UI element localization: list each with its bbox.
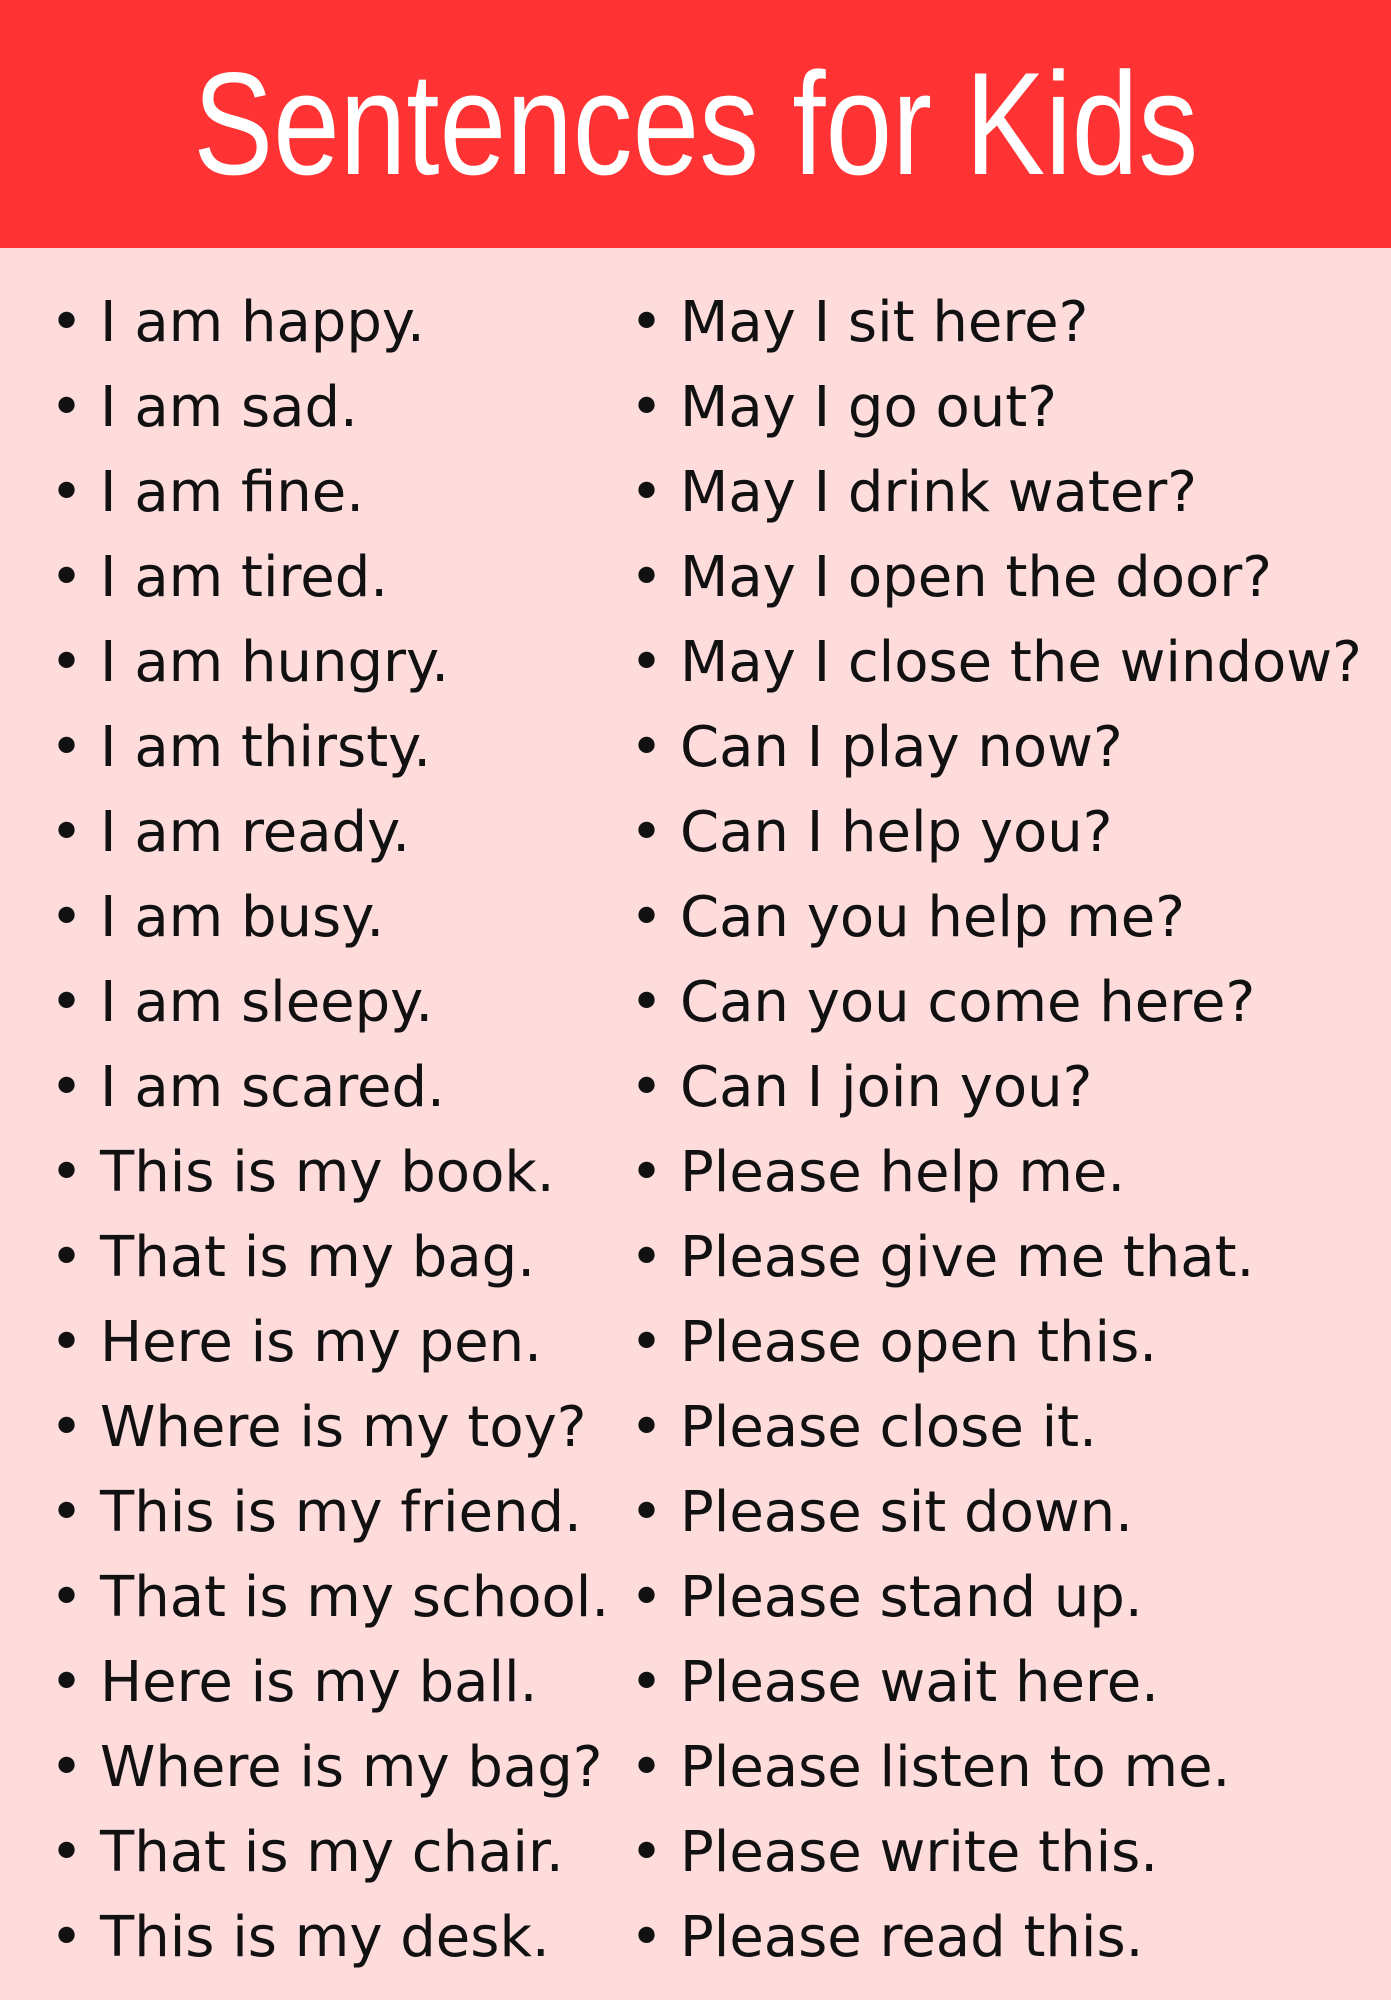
list-item <box>50 620 630 705</box>
bullet-dot-icon: • <box>50 1819 84 1885</box>
sentence-text: May I go out? <box>680 374 1057 440</box>
bullet-dot-icon: • <box>630 1139 664 1205</box>
sentence-text: Please write this. <box>680 1819 1159 1885</box>
bullet-dot-icon: • <box>630 969 664 1035</box>
list-item <box>50 1555 630 1640</box>
bullet-dot-icon: • <box>630 884 664 950</box>
bullet-dot-icon: • <box>50 969 84 1035</box>
right-sentence-list <box>630 280 1390 1980</box>
sentence-text: Where is my bag? <box>100 1734 603 1800</box>
bullet-dot-icon: • <box>630 1734 664 1800</box>
list-item <box>630 1215 1390 1300</box>
header-banner <box>0 0 1391 248</box>
list-item <box>50 790 630 875</box>
sentence-text: I am sleepy. <box>100 969 434 1035</box>
sentence-text: Please open this. <box>680 1309 1158 1375</box>
list-item <box>630 1555 1390 1640</box>
list-item <box>50 1810 630 1895</box>
list-item <box>630 790 1390 875</box>
list-item <box>630 1895 1390 1980</box>
list-item <box>50 1725 630 1810</box>
bullet-dot-icon: • <box>50 1734 84 1800</box>
list-item <box>630 705 1390 790</box>
sentence-text: I am busy. <box>100 884 385 950</box>
list-item <box>630 1300 1390 1385</box>
bullet-dot-icon: • <box>50 374 84 440</box>
sentence-text: That is my bag. <box>100 1224 536 1290</box>
bullet-dot-icon: • <box>50 289 84 355</box>
list-item <box>630 1640 1390 1725</box>
bullet-dot-icon: • <box>50 1904 84 1970</box>
bullet-dot-icon: • <box>630 1564 664 1630</box>
list-item <box>50 365 630 450</box>
sentence-text: Please wait here. <box>680 1649 1159 1715</box>
list-item <box>50 535 630 620</box>
sentence-text: Can I help you? <box>680 799 1113 865</box>
list-item <box>630 1470 1390 1555</box>
sentence-text: Please close it. <box>680 1394 1097 1460</box>
sentence-text: May I close the window? <box>680 629 1362 695</box>
list-item <box>630 1725 1390 1810</box>
sentence-text: Please give me that. <box>680 1224 1255 1290</box>
bullet-dot-icon: • <box>630 1394 664 1460</box>
bullet-dot-icon: • <box>630 374 664 440</box>
sentence-text: Please sit down. <box>680 1479 1133 1545</box>
bullet-dot-icon: • <box>630 629 664 695</box>
sentence-text: This is my friend. <box>100 1479 582 1545</box>
sentence-text: I am scared. <box>100 1054 445 1120</box>
sentence-text: Where is my toy? <box>100 1394 587 1460</box>
list-item <box>630 620 1390 705</box>
list-item <box>50 1640 630 1725</box>
bullet-dot-icon: • <box>630 1309 664 1375</box>
bullet-dot-icon: • <box>50 1564 84 1630</box>
list-item <box>630 875 1390 960</box>
list-item <box>630 1810 1390 1895</box>
sentence-text: I am tired. <box>100 544 389 610</box>
sentence-text: I am fine. <box>100 459 365 525</box>
sentence-text: Here is my ball. <box>100 1649 538 1715</box>
bullet-dot-icon: • <box>630 1819 664 1885</box>
sentence-text: I am ready. <box>100 799 411 865</box>
bullet-dot-icon: • <box>50 1479 84 1545</box>
bullet-dot-icon: • <box>630 1904 664 1970</box>
list-item <box>50 280 630 365</box>
sentence-text: Please read this. <box>680 1904 1144 1970</box>
bullet-dot-icon: • <box>630 1479 664 1545</box>
list-item <box>630 1385 1390 1470</box>
list-item <box>50 1215 630 1300</box>
bullet-dot-icon: • <box>630 459 664 525</box>
sentence-text: Please help me. <box>680 1139 1126 1205</box>
list-item <box>50 1385 630 1470</box>
bullet-dot-icon: • <box>50 1309 84 1375</box>
bullet-dot-icon: • <box>50 884 84 950</box>
sentence-text: Can you help me? <box>680 884 1185 950</box>
bullet-dot-icon: • <box>630 1224 664 1290</box>
bullet-dot-icon: • <box>50 629 84 695</box>
list-item <box>630 960 1390 1045</box>
bullet-dot-icon: • <box>50 1139 84 1205</box>
sentence-text: Please stand up. <box>680 1564 1143 1630</box>
bullet-dot-icon: • <box>50 1394 84 1460</box>
sentence-text: This is my book. <box>100 1139 555 1205</box>
bullet-dot-icon: • <box>50 1649 84 1715</box>
list-item <box>50 1045 630 1130</box>
list-item <box>630 535 1390 620</box>
list-item <box>50 1895 630 1980</box>
bullet-dot-icon: • <box>630 799 664 865</box>
list-item <box>50 705 630 790</box>
bullet-dot-icon: • <box>630 1649 664 1715</box>
bullet-dot-icon: • <box>50 1054 84 1120</box>
list-item <box>50 875 630 960</box>
list-item <box>50 960 630 1045</box>
bullet-dot-icon: • <box>50 544 84 610</box>
bullet-dot-icon: • <box>50 1224 84 1290</box>
bullet-dot-icon: • <box>50 714 84 780</box>
sentence-text: That is my school. <box>100 1564 610 1630</box>
list-item <box>50 1300 630 1385</box>
sentence-text: May I sit here? <box>680 289 1089 355</box>
bullet-dot-icon: • <box>50 459 84 525</box>
sentence-text: This is my desk. <box>100 1904 550 1970</box>
list-item <box>630 450 1390 535</box>
page-title: Sentences for Kids <box>193 42 1198 205</box>
bullet-dot-icon: • <box>630 289 664 355</box>
sentence-text: I am sad. <box>100 374 358 440</box>
sentence-text: Can you come here? <box>680 969 1256 1035</box>
bullet-dot-icon: • <box>50 799 84 865</box>
list-item <box>630 1130 1390 1215</box>
sentence-text: Please listen to me. <box>680 1734 1231 1800</box>
sentence-text: Here is my pen. <box>100 1309 542 1375</box>
sentence-text: I am happy. <box>100 289 425 355</box>
sentence-text: Can I play now? <box>680 714 1123 780</box>
list-item <box>630 280 1390 365</box>
sentence-text: I am thirsty. <box>100 714 432 780</box>
left-sentence-list <box>50 280 630 1980</box>
list-item <box>50 1470 630 1555</box>
list-item <box>50 450 630 535</box>
list-item <box>630 1045 1390 1130</box>
list-item <box>630 365 1390 450</box>
sentence-text: May I open the door? <box>680 544 1272 610</box>
sentence-text: May I drink water? <box>680 459 1198 525</box>
bullet-dot-icon: • <box>630 714 664 780</box>
sentence-text: That is my chair. <box>100 1819 564 1885</box>
bullet-dot-icon: • <box>630 544 664 610</box>
sentence-text: I am hungry. <box>100 629 449 695</box>
list-item <box>50 1130 630 1215</box>
bullet-dot-icon: • <box>630 1054 664 1120</box>
sentence-text: Can I join you? <box>680 1054 1093 1120</box>
